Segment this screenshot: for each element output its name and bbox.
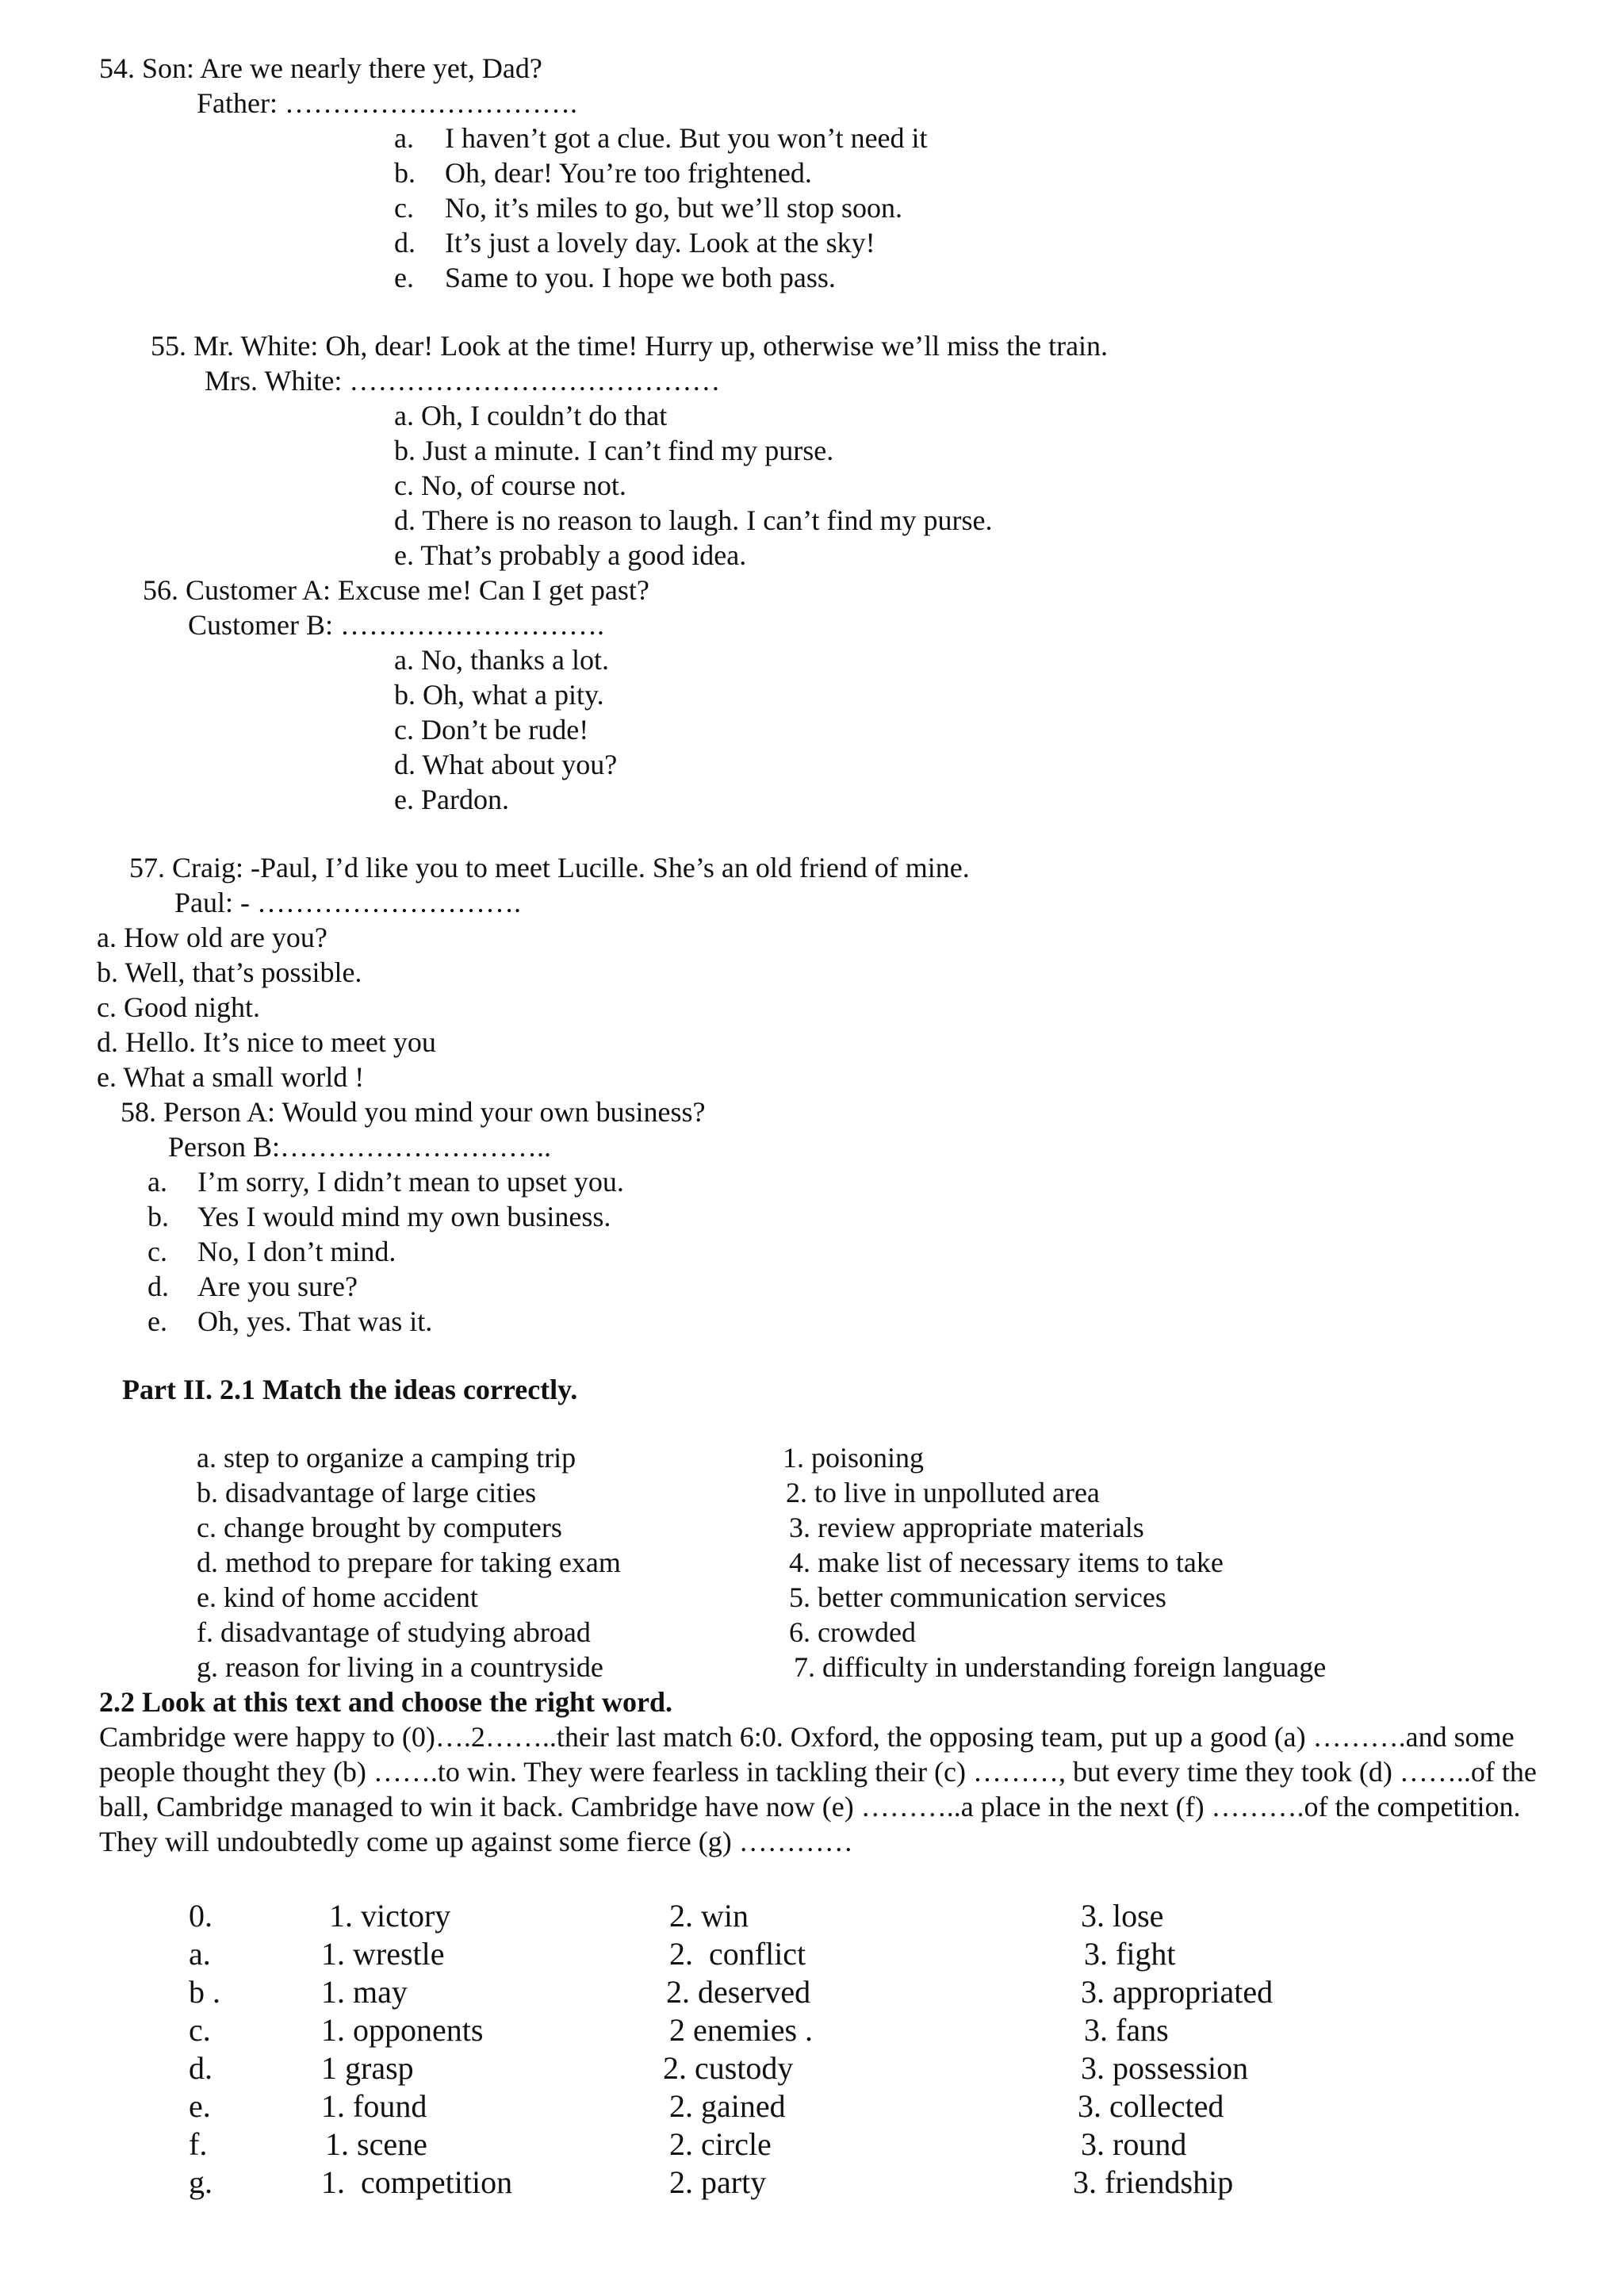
row-b-option-3: 3. appropriated [1081, 1974, 1274, 2010]
row-c-option-1: 1. opponents [321, 2012, 484, 2048]
q58-option-b-letter: b. [147, 1201, 169, 1232]
row-g-option-1: 1. competition [321, 2164, 513, 2200]
q56-option-a: a. No, thanks a lot. [394, 644, 609, 676]
q54-option-a: I haven’t got a clue. But you won’t need it [445, 122, 928, 154]
row-0-label: 0. [189, 1898, 213, 1934]
row-d-label: d. [189, 2050, 213, 2086]
q58-option-a-letter: a. [147, 1166, 167, 1198]
row-e-option-3: 3. collected [1078, 2088, 1224, 2124]
q58-option-d-letter: d. [147, 1271, 169, 1302]
q57-option-c: c. Good night. [97, 991, 260, 1023]
q57-reply: Paul: - ………………………. [174, 887, 521, 918]
row-g-option-3: 3. friendship [1073, 2164, 1234, 2200]
q54-option-b-letter: b. [394, 157, 416, 189]
q55-option-d: d. There is no reason to laugh. I can’t find my purse. [394, 504, 993, 536]
match-right-2: 2. to live in unpolluted area [786, 1477, 1100, 1508]
row-0-option-2: 2. win [669, 1898, 749, 1934]
row-g-label: g. [189, 2164, 213, 2200]
q58-option-a: I’m sorry, I didn’t mean to upset you. [197, 1166, 624, 1198]
q54-option-d-letter: d. [394, 227, 416, 259]
row-a-option-1: 1. wrestle [321, 1936, 445, 1972]
q57-option-e: e. What a small world ! [97, 1061, 365, 1093]
q54-option-d: It’s just a lovely day. Look at the sky! [445, 227, 875, 259]
q57-prompt: 57. Craig: -Paul, I’d like you to meet Lucille. She’s an old friend of mine. [129, 852, 970, 884]
row-b-option-2: 2. deserved [666, 1974, 811, 2010]
q56-option-d: d. What about you? [394, 749, 618, 780]
row-a-label: a. [189, 1936, 211, 1972]
match-left-f: f. disadvantage of studying abroad [197, 1616, 591, 1648]
q55-option-b: b. Just a minute. I can’t find my purse. [394, 435, 834, 466]
q56-prompt: 56. Customer A: Excuse me! Can I get past? [143, 574, 649, 606]
q58-option-e: Oh, yes. That was it. [197, 1305, 433, 1337]
row-0-option-1: 1. victory [329, 1898, 451, 1934]
row-f-label: f. [189, 2126, 208, 2162]
match-right-6: 6. crowded [789, 1616, 916, 1648]
match-right-5: 5. better communication services [789, 1581, 1166, 1613]
match-right-7: 7. difficulty in understanding foreign language [794, 1651, 1327, 1683]
row-c-option-3: 3. fans [1084, 2012, 1169, 2048]
q55-prompt: 55. Mr. White: Oh, dear! Look at the time! Hurry up, otherwise we’ll miss the train. [151, 330, 1109, 362]
q56-option-c: c. Don’t be rude! [394, 714, 589, 746]
q58-reply: Person B:……………………….. [168, 1131, 552, 1163]
row-e-option-1: 1. found [321, 2088, 427, 2124]
q58-option-b: Yes I would mind my own business. [197, 1201, 611, 1232]
q55-reply: Mrs. White: ………………………………… [205, 365, 721, 397]
q54-prompt: 54. Son: Are we nearly there yet, Dad? [99, 52, 542, 84]
row-0-option-3: 3. lose [1081, 1898, 1164, 1934]
q54-reply: Father: …………………………. [197, 87, 577, 119]
q55-option-c: c. No, of course not. [394, 470, 626, 501]
q54-option-a-letter: a. [394, 122, 414, 154]
q54-option-c-letter: c. [394, 192, 414, 224]
row-d-option-1: 1 grasp [321, 2050, 414, 2086]
row-c-option-2: 2 enemies . [669, 2012, 814, 2048]
q54-option-e: Same to you. I hope we both pass. [445, 262, 836, 293]
row-e-option-2: 2. gained [669, 2088, 786, 2124]
q56-option-e: e. Pardon. [394, 784, 509, 815]
q54-option-b: Oh, dear! You’re too frightened. [445, 157, 812, 189]
row-a-option-2: 2. conflict [669, 1936, 806, 1972]
row-f-option-3: 3. round [1081, 2126, 1187, 2162]
row-f-option-2: 2. circle [669, 2126, 772, 2162]
q56-option-b: b. Oh, what a pity. [394, 679, 604, 711]
row-f-option-1: 1. scene [325, 2126, 427, 2162]
q55-option-a: a. Oh, I couldn’t do that [394, 400, 668, 431]
row-d-option-2: 2. custody [663, 2050, 794, 2086]
match-right-4: 4. make list of necessary items to take [789, 1547, 1224, 1578]
match-left-d: d. method to prepare for taking exam [197, 1547, 621, 1578]
row-d-option-3: 3. possession [1081, 2050, 1249, 2086]
row-c-label: c. [189, 2012, 211, 2048]
q58-option-c-letter: c. [147, 1236, 167, 1267]
row-a-option-3: 3. fight [1084, 1936, 1176, 1972]
row-b-option-1: 1. may [321, 1974, 408, 2010]
q57-option-b: b. Well, that’s possible. [97, 956, 362, 988]
q58-option-d: Are you sure? [197, 1271, 358, 1302]
q57-option-d: d. Hello. It’s nice to meet you [97, 1026, 436, 1058]
cloze-paragraph: Cambridge were happy to (0)….2……..their last match 6:0. Oxford, the opposing team, put up a good (a) ……….and some people thought they (b) …….to win. They were fearless in tackling their (c) ………, but every time they took (d) ……..of the ball, Cambridge managed to win it back. Cambridge have now (e) ………..a place in the next (f) ……….of the competition. They will undoubtedly come up against some fierce (g) ………… [99, 1721, 1537, 1857]
match-left-g: g. reason for living in a countryside [197, 1651, 603, 1683]
match-left-e: e. kind of home accident [197, 1581, 478, 1613]
q54-option-c: No, it’s miles to go, but we’ll stop soon. [445, 192, 903, 224]
match-left-c: c. change brought by computers [197, 1512, 562, 1543]
match-right-3: 3. review appropriate materials [789, 1512, 1144, 1543]
row-g-option-2: 2. party [669, 2164, 767, 2200]
match-left-a: a. step to organize a camping trip [197, 1442, 576, 1474]
section-2-2-heading: 2.2 Look at this text and choose the right word. [99, 1686, 673, 1718]
q55-option-e: e. That’s probably a good idea. [394, 539, 747, 571]
row-b-label: b . [189, 1974, 220, 2010]
q57-option-a: a. How old are you? [97, 922, 327, 953]
row-e-label: e. [189, 2088, 211, 2124]
q58-prompt: 58. Person A: Would you mind your own business? [121, 1096, 706, 1128]
q58-option-e-letter: e. [147, 1305, 167, 1337]
match-left-b: b. disadvantage of large cities [197, 1477, 537, 1508]
q56-reply: Customer B: ………………………. [188, 609, 605, 641]
q58-option-c: No, I don’t mind. [197, 1236, 396, 1267]
match-right-1: 1. poisoning [783, 1442, 925, 1474]
part2-heading: Part II. 2.1 Match the ideas correctly. [122, 1374, 578, 1405]
q54-option-e-letter: e. [394, 262, 414, 293]
